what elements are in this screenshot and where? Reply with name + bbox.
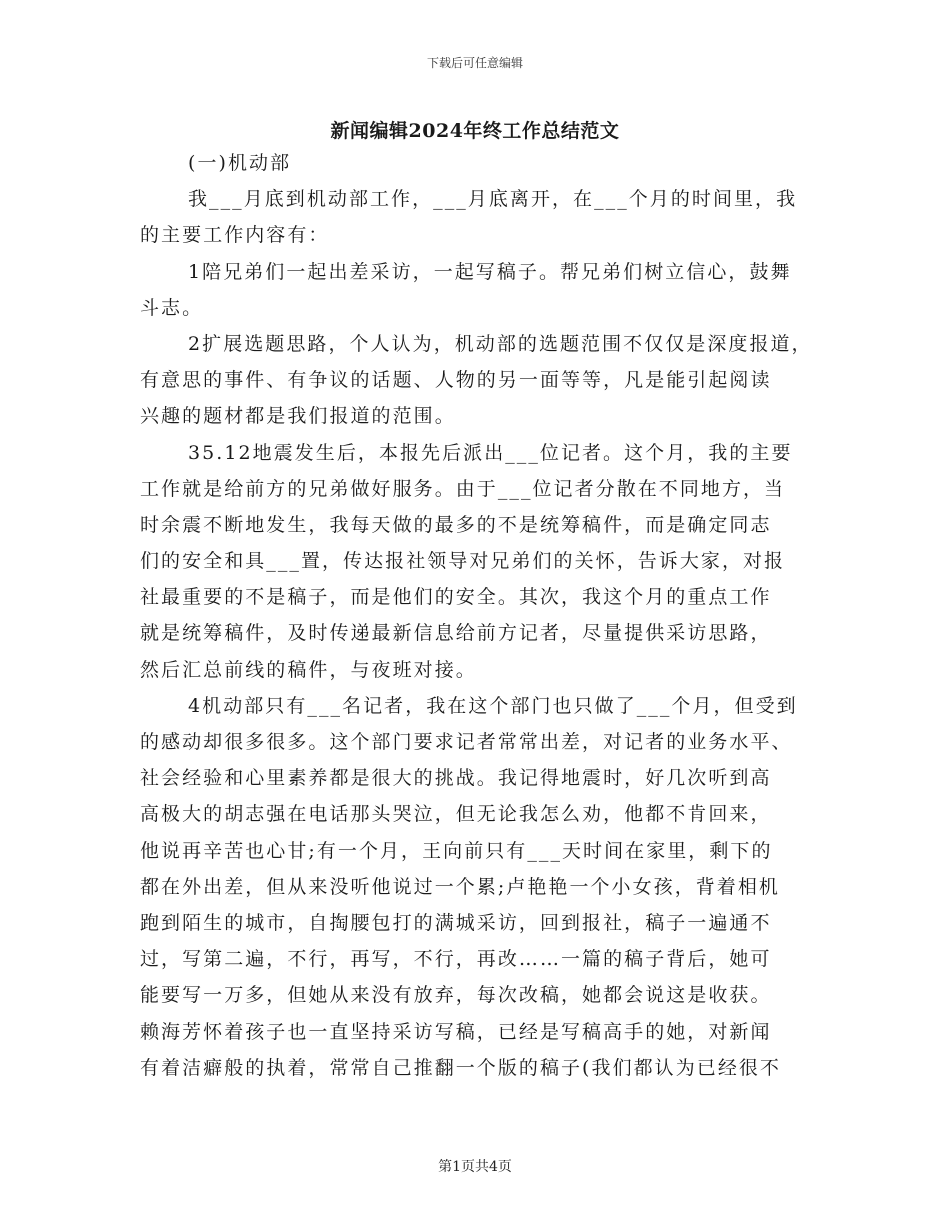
text-line: 工作就是给前方的兄弟做好服务。由于___位记者分散在不同地方，当 <box>140 477 786 500</box>
text-line: 社会经验和心里素养都是很大的挑战。我记得地震时，好几次听到高 <box>140 767 772 790</box>
text-line: 35.12地震发生后，本报先后派出___位记者。这个月，我的主要 <box>188 441 793 464</box>
text-line: 都在外出差，但从来没听他说过一个累;卢艳艳一个小女孩，背着相机 <box>140 875 780 898</box>
text-line: 能要写一万多，但她从来没有放弃，每次改稿，她都会说这是收获。 <box>140 984 772 1007</box>
text-line: 们的安全和具___置，传达报社领导对兄弟们的关怀，告诉大家，对报 <box>140 550 786 573</box>
text-line: 有着洁癖般的执着，常常自己推翻一个版的稿子(我们都认为已经很不 <box>140 1056 781 1079</box>
text-line: 过，写第二遍，不行，再写，不行，再改……一篇的稿子背后，她可 <box>140 948 772 971</box>
text-line: 兴趣的题材都是我们报道的范围。 <box>140 405 456 428</box>
text-line: 社最重要的不是稿子，而是他们的安全。其次，我这个月的重点工作 <box>140 586 772 609</box>
text-line: 他说再辛苦也心甘;有一个月，王向前只有___天时间在家里，剩下的 <box>140 839 773 862</box>
page-number: 第1页共4页 <box>438 1159 512 1175</box>
text-line: 我___月底到机动部工作，___月底离开，在___个月的时间里，我 <box>188 188 798 211</box>
text-line: 赖海芳怀着孩子也一直坚持采访写稿，已经是写稿高手的她，对新闻 <box>140 1020 772 1043</box>
text-line: 斗志。 <box>140 296 204 319</box>
text-line: 然后汇总前线的稿件，与夜班对接。 <box>140 658 477 681</box>
text-line: 的主要工作内容有： <box>140 224 330 247</box>
text-line: 跑到陌生的城市，自掏腰包打的满城采访，回到报社，稿子一遍通不 <box>140 911 772 934</box>
text-line: 2扩展选题思路，个人认为，机动部的选题范围不仅仅是深度报道， <box>188 332 813 355</box>
document-title: 新闻编辑2024年终工作总结范文 <box>330 120 620 142</box>
text-line: (一)机动部 <box>188 152 292 174</box>
text-line: 高极大的胡志强在电话那头哭泣，但无论我怎么劝，他都不肯回来， <box>140 803 772 826</box>
text-line: 4机动部只有___名记者，我在这个部门也只做了___个月，但受到 <box>188 694 798 717</box>
text-line: 时余震不断地发生，我每天做的最多的不是统筹稿件，而是确定同志 <box>140 513 772 536</box>
text-line: 的感动却很多很多。这个部门要求记者常常出差，对记者的业务水平、 <box>140 731 793 753</box>
text-line: 1陪兄弟们一起出差采访，一起写稿子。帮兄弟们树立信心，鼓舞 <box>188 260 792 283</box>
header-note: 下载后可任意编辑 <box>426 56 523 70</box>
text-line: 就是统筹稿件，及时传递最新信息给前方记者，尽量提供采访思路， <box>140 622 772 645</box>
document-body <box>140 145 830 1086</box>
text-line: 有意思的事件、有争议的话题、人物的另一面等等，凡是能引起阅读 <box>140 369 772 392</box>
